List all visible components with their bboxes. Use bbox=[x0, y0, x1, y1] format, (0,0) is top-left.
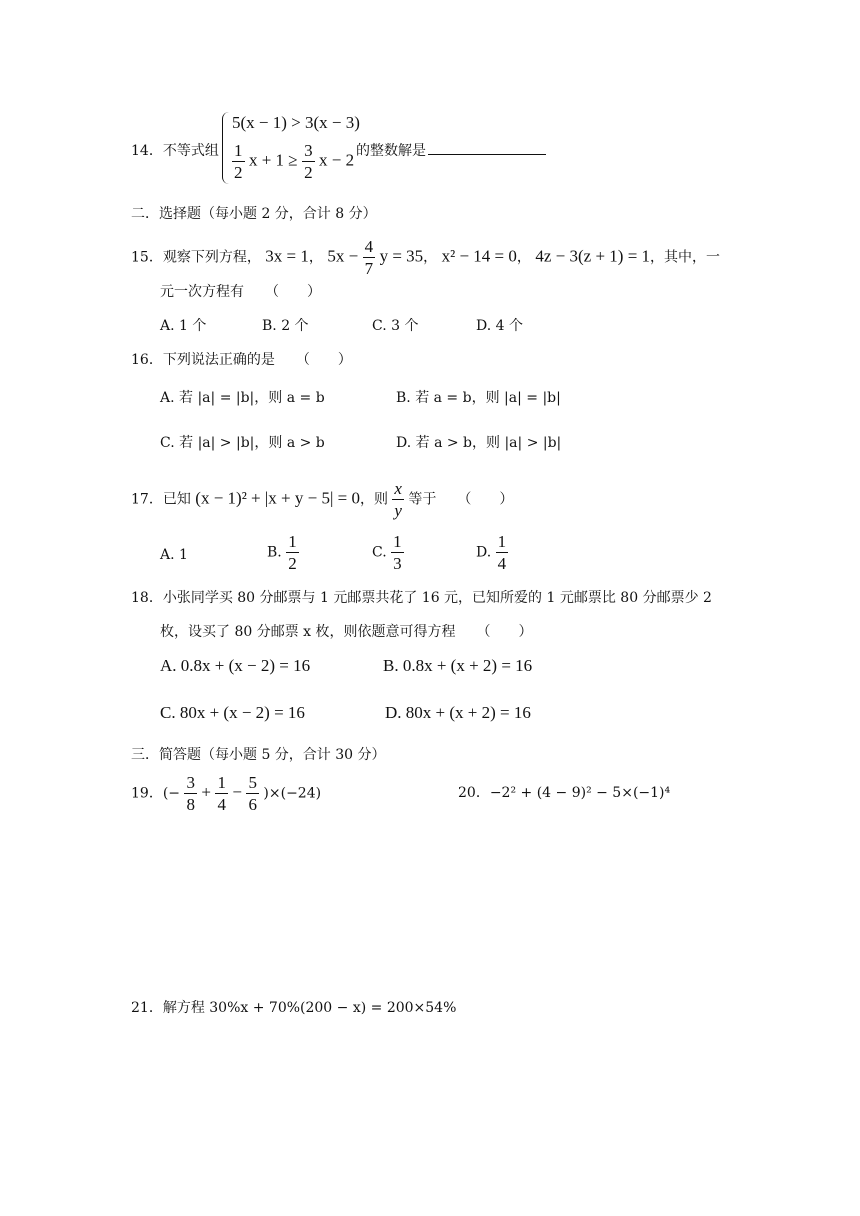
q14-inequality-2: $\frac{1}{2}$ x + 1 ≥ $\frac{3}{2}$ x − 2 bbox=[234, 141, 355, 182]
q18-option-c[interactable]: C. 80x + (x − 2) = 16 bbox=[160, 703, 305, 722]
section-2-heading: 二．选择题（每小题 2 分，合计 8 分） bbox=[131, 206, 377, 222]
q18-line-1: 18．小张同学买 80 分邮票与 1 元邮票共花了 16 元，已知所爱的 1 元邮票比 80 分邮票少 2 bbox=[131, 590, 712, 606]
q18-option-a[interactable]: A. 0.8x + (x − 2) = 16 bbox=[160, 656, 311, 675]
q16-option-b[interactable]: B. 若 a = b，则 |a| = |b| bbox=[396, 390, 561, 406]
q15-option-a[interactable]: A. 1 个 bbox=[160, 318, 207, 334]
q14-inequality-1: 5(x − 1) > 3(x − 3) bbox=[232, 113, 360, 132]
section-3-heading: 三．简答题（每小题 5 分，合计 30 分） bbox=[131, 747, 386, 763]
q17-option-a[interactable]: A. 1 bbox=[160, 547, 188, 563]
q16-option-c[interactable]: C. 若 |a| > |b|，则 a > b bbox=[160, 435, 325, 451]
q14-prefix: 14．不等式组 bbox=[131, 143, 219, 159]
q18-option-d[interactable]: D. 80x + (x + 2) = 16 bbox=[385, 703, 531, 722]
q17-option-c[interactable]: C. $\frac{1}{3}$ bbox=[372, 532, 402, 573]
q16-option-d[interactable]: D. 若 a > b，则 |a| > |b| bbox=[396, 435, 562, 451]
q15-line-2: 元一次方程有 （ ） bbox=[160, 284, 321, 300]
q14-brace bbox=[222, 112, 229, 184]
q16-option-a[interactable]: A. 若 |a| = |b|，则 a = b bbox=[160, 390, 325, 406]
q17-option-d[interactable]: D. $\frac{1}{4}$ bbox=[476, 532, 507, 573]
q15-option-d[interactable]: D. 4 个 bbox=[476, 318, 523, 334]
q18-line-2: 枚，设买了 80 分邮票 x 枚，则依题意可得方程 （ ） bbox=[160, 624, 533, 640]
q20-expression: 20．−2² + (4 − 9)² − 5×(−1)⁴ bbox=[458, 785, 671, 801]
q15-option-c[interactable]: C. 3 个 bbox=[372, 318, 419, 334]
q19-expression: 19．(− $\frac{3}{8}$ + $\frac{1}{4}$ − $\frac{5}{6}$ )×(−24) bbox=[131, 773, 322, 814]
q15-line-1: 15．观察下列方程， 3x = 1， 5x − $\frac{4}{7}$ y = 35， x² − 14 = 0， 4z − 3(z + 1) = 1，其中，一 bbox=[131, 237, 721, 278]
q17-option-b[interactable]: B. $\frac{1}{2}$ bbox=[267, 532, 297, 573]
q18-option-b[interactable]: B. 0.8x + (x + 2) = 16 bbox=[383, 656, 533, 675]
q16-stem: 16．下列说法正确的是 （ ） bbox=[131, 352, 352, 368]
q17-stem: 17．已知 (x − 1)² + |x + y − 5| = 0，则 $\frac{x}{y}$ 等于 （ ） bbox=[131, 479, 514, 520]
q14-suffix: 的整数解是 bbox=[356, 140, 546, 160]
q15-option-b[interactable]: B. 2 个 bbox=[262, 318, 309, 334]
answer-blank[interactable] bbox=[428, 140, 546, 155]
q21-equation: 21．解方程 30%x + 70%(200 − x) = 200×54% bbox=[131, 1000, 457, 1016]
